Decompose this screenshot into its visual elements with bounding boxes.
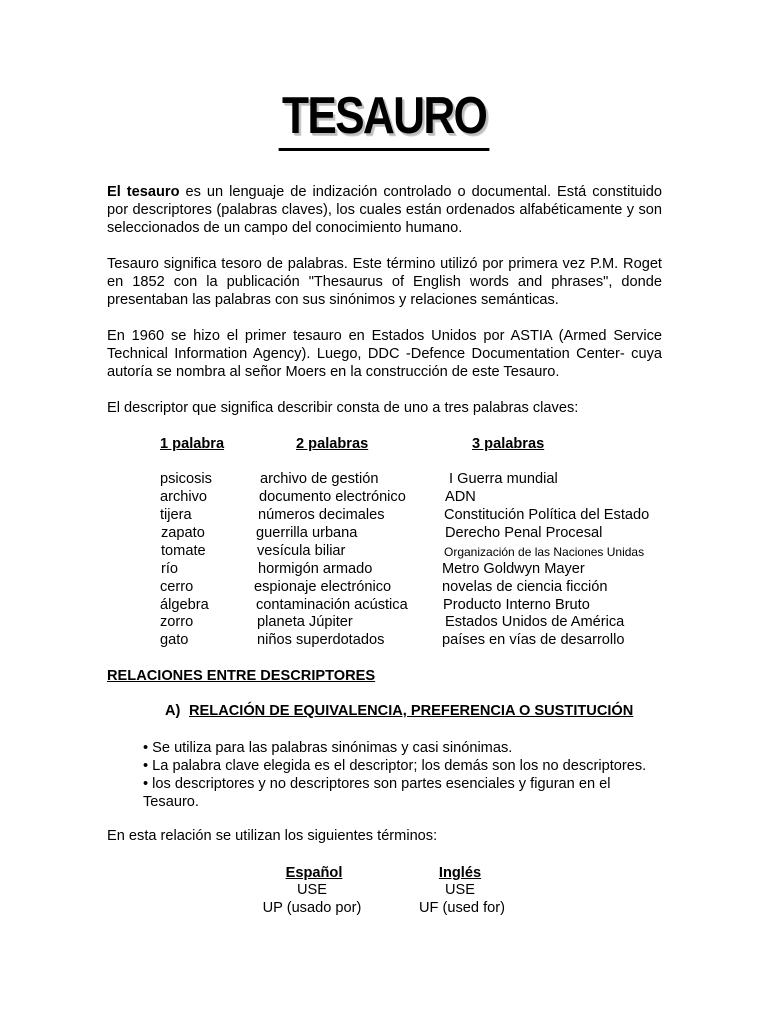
term-es-up: UP (usado por) bbox=[262, 900, 362, 916]
table-row bbox=[0, 542, 768, 560]
cell-1-word: álgebra bbox=[160, 597, 209, 613]
cell-1-word: río bbox=[161, 561, 179, 577]
cell-2-words: espionaje electrónico bbox=[254, 579, 392, 595]
term-es-use: USE bbox=[296, 882, 327, 898]
cell-3-words: I Guerra mundial bbox=[449, 471, 558, 487]
history-paragraph: Tesauro significa tesoro de palabras. Este término utilizó por primera vez P.M. Roget en 1852 con la publicación "Thesaurus of English words and phrases", donde presentaban las palabras con sus sinónimos y relaciones semánticas. bbox=[107, 256, 662, 308]
header-1-word: 1 palabra bbox=[160, 436, 225, 452]
cell-3-words: países en vías de desarrollo bbox=[442, 632, 625, 648]
table-row bbox=[0, 524, 768, 542]
terms-intro: En esta relación se utilizan los siguientes términos: bbox=[107, 828, 438, 844]
cell-1-word: zorro bbox=[160, 614, 194, 630]
document-title bbox=[0, 84, 768, 151]
header-espanol: Español bbox=[285, 865, 343, 881]
term-en-uf: UF (used for) bbox=[419, 900, 505, 916]
cell-2-words: planeta Júpiter bbox=[257, 614, 353, 630]
cell-1-word: tijera bbox=[160, 507, 192, 523]
cell-2-words: archivo de gestión bbox=[260, 471, 379, 487]
intro-paragraph bbox=[107, 183, 662, 237]
cell-2-words: documento electrónico bbox=[259, 489, 406, 505]
cell-1-word: archivo bbox=[160, 489, 208, 505]
cell-3-words: Producto Interno Bruto bbox=[443, 597, 590, 613]
cell-3-words: Estados Unidos de América bbox=[445, 614, 625, 630]
cell-2-words: vesícula biliar bbox=[257, 543, 346, 559]
header-2-words: 2 palabras bbox=[296, 436, 369, 452]
header-3-words: 3 palabras bbox=[472, 436, 545, 452]
table-row bbox=[0, 470, 768, 488]
cell-1-word: zapato bbox=[161, 525, 205, 541]
cell-1-word: tomate bbox=[161, 543, 206, 559]
section-a-letter: A) bbox=[165, 703, 181, 719]
list-item: • Se utiliza para las palabras sinónimas y casi sinónimas. bbox=[143, 740, 513, 756]
title-text: TESAURO bbox=[278, 84, 489, 151]
list-item: • los descriptores y no descriptores son partes esenciales y figuran en el Tesauro. bbox=[143, 776, 611, 810]
cell-3-words: ADN bbox=[445, 489, 476, 505]
list-item: • La palabra clave elegida es el descriptor; los demás son los no descriptores. bbox=[143, 758, 647, 774]
table-row bbox=[0, 578, 768, 596]
cell-2-words: contaminación acústica bbox=[256, 597, 408, 613]
descriptor-paragraph: El descriptor que significa describir consta de uno a tres palabras claves: bbox=[107, 400, 579, 416]
cell-2-words: guerrilla urbana bbox=[256, 525, 358, 541]
table-row bbox=[0, 488, 768, 506]
cell-1-word: psicosis bbox=[160, 471, 212, 487]
intro-bold-term: El tesauro bbox=[107, 184, 180, 200]
table-row bbox=[0, 631, 768, 649]
cell-1-word: cerro bbox=[160, 579, 194, 595]
term-en-use: USE bbox=[444, 882, 475, 898]
header-ingles: Inglés bbox=[438, 865, 482, 881]
cell-3-words: Organización de las Naciones Unidas bbox=[444, 545, 645, 559]
relations-heading: RELACIONES ENTRE DESCRIPTORES bbox=[107, 668, 376, 684]
table-row bbox=[0, 506, 768, 524]
cell-3-words: Constitución Política del Estado bbox=[444, 507, 650, 523]
table-row bbox=[0, 613, 768, 631]
intro-text: es un lenguaje de indización controlado o documental. Está constituido por descriptores (palabras claves), los cuales están ordenados alfabéticamente y son seleccionados de un campo del conocimiento humano. bbox=[107, 184, 662, 236]
cell-2-words: niños superdotados bbox=[257, 632, 385, 648]
cell-3-words: Derecho Penal Procesal bbox=[445, 525, 603, 541]
cell-3-words: Metro Goldwyn Mayer bbox=[442, 561, 585, 577]
table-row bbox=[0, 560, 768, 578]
cell-3-words: novelas de ciencia ficción bbox=[442, 579, 608, 595]
bullet-list bbox=[143, 739, 673, 811]
usa-paragraph: En 1960 se hizo el primer tesauro en Estados Unidos por ASTIA (Armed Service Technical Information Agency). Luego, DDC -Defence Documentation Center- cuya autoría se nombra al señor Moers en la construcción de este Tesauro. bbox=[107, 328, 662, 380]
section-a-title: RELACIÓN DE EQUIVALENCIA, PREFERENCIA O SUSTITUCIÓN bbox=[189, 703, 634, 719]
cell-2-words: números decimales bbox=[258, 507, 385, 523]
table-row bbox=[0, 596, 768, 614]
cell-2-words: hormigón armado bbox=[258, 561, 373, 577]
cell-1-word: gato bbox=[160, 632, 189, 648]
